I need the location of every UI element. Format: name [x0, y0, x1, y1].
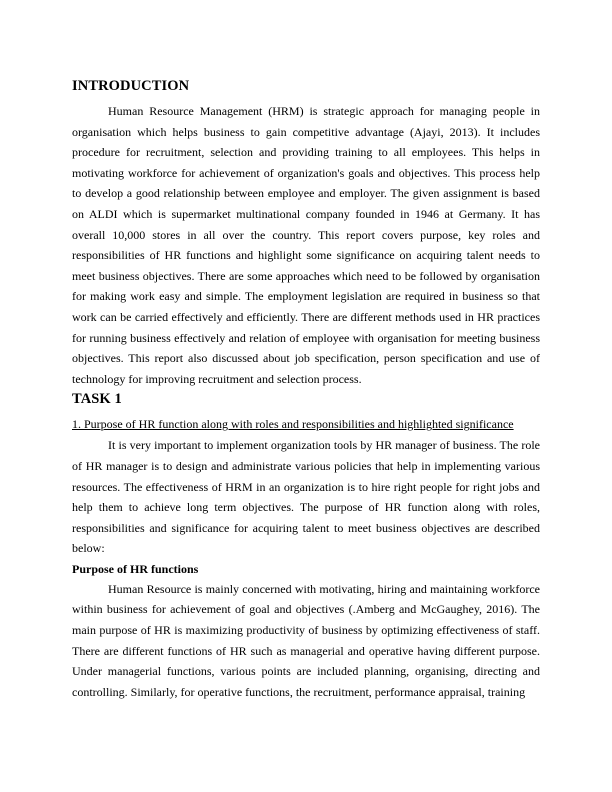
introduction-heading: INTRODUCTION	[72, 78, 190, 94]
task1-paragraph: It is very important to implement organization tools by HR manager of business. The role of HR manager is to design and administrate various policies that help in implementing various resources. The effectiveness of HRM in an organization is to hire right people for right jobs and help them to achieve long term objectives. The purpose of HR function along with roles, responsibilities and significance for acquiring talent to meet business objectives are described below:	[72, 438, 540, 556]
purpose-paragraph: Human Resource is mainly concerned with motivating, hiring and maintaining workforce within business for achievement of goal and objectives (.Amberg and McGaughey, 2016). The main purpose of HR is maximizing productivity of business by optimizing effectiveness of staff. There are different functions of HR such as managerial and operative having different purpose. Under managerial functions, various points are included planning, organising, directing and controlling. Similarly, for operative functions, the recruitment, performance appraisal, training	[72, 581, 540, 699]
introduction-paragraph: Human Resource Management (HRM) is strategic approach for managing people in organisation which helps business to gain competitive advantage (Ajayi, 2013). It includes procedure for recruitment, selection and providing training to all employees. This helps in motivating workforce for achievement of organization's goals and objectives. This process help to develop a good relationship between employee and employer. The given assignment is based on ALDI which is supermarket multinational company founded in 1946 at Germany. It has overall 10,000 stores in all over the country. This report covers purpose, key roles and responsibilities of HR functions and highlight some significance on acquiring talent needs to meet business objectives. There are some approaches which need to be followed by organisation for making work easy and simple. The employment legislation are required in business so that work can be carried effectively and efficiently. There are different methods used in HR practices for running business effectively and relation of employee with organisation for meeting business objectives. This report also discussed about job specification, person specification and use of technology for improving recruitment and selection process.	[72, 104, 540, 386]
task1-subheading: 1. Purpose of HR function along with roles and responsibilities and highlighted significance	[72, 417, 514, 432]
purpose-heading: Purpose of HR functions	[72, 561, 199, 576]
page-content	[72, 76, 540, 702]
task1-heading: TASK 1	[72, 391, 122, 408]
